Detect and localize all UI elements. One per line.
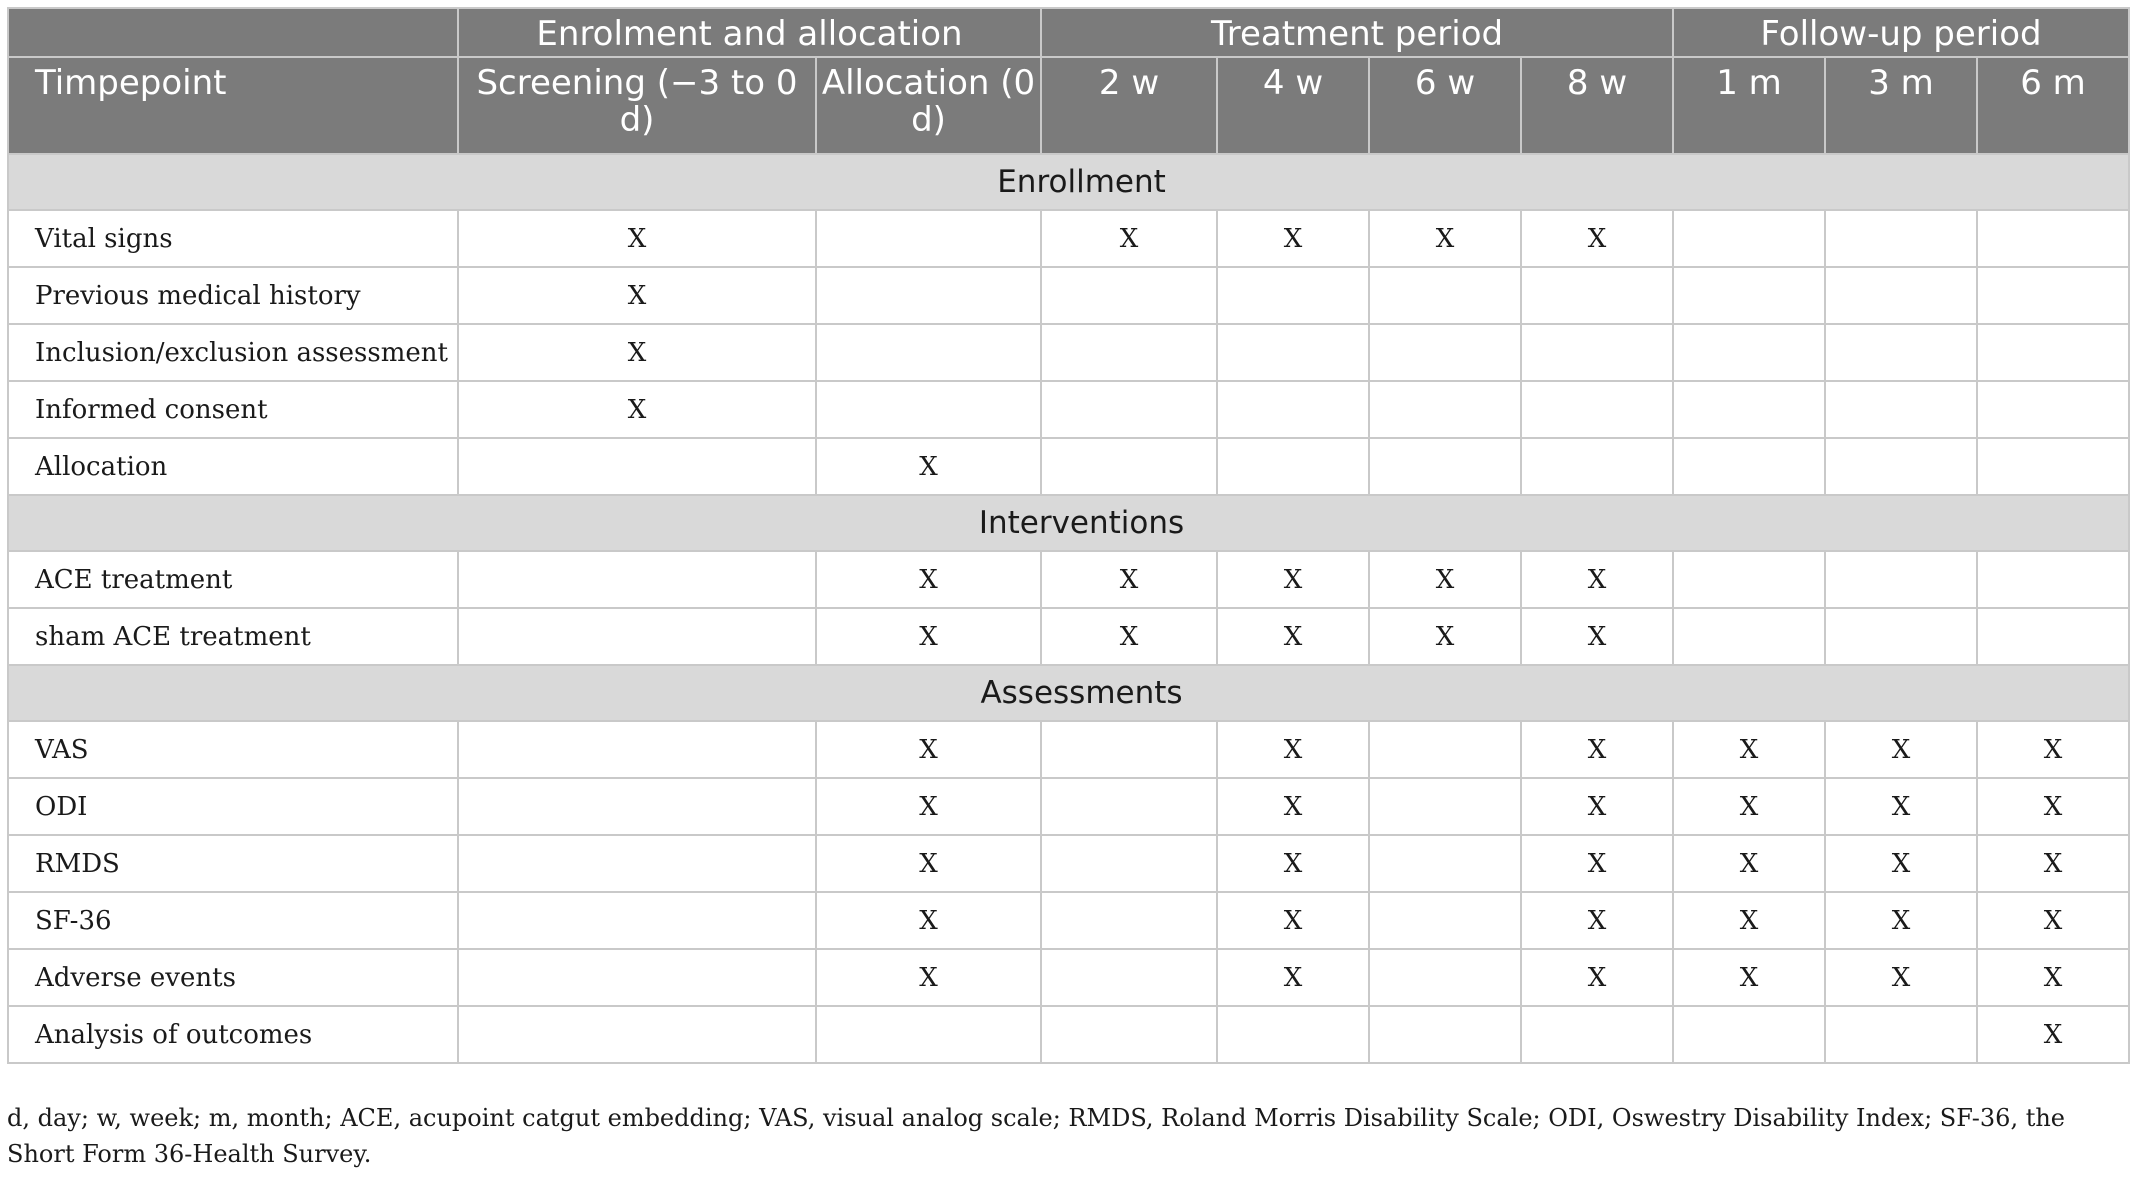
group-header-row <box>8 8 2129 57</box>
cell-3m: X <box>1825 835 1977 892</box>
header-screening: Screening (−3 to 0 d) <box>458 57 816 154</box>
cell-8w: X <box>1521 892 1673 949</box>
cell-screening <box>458 892 816 949</box>
cell-4w: X <box>1217 778 1369 835</box>
cell-6m <box>1977 381 2129 438</box>
cell-2w <box>1041 721 1217 778</box>
cell-2w <box>1041 438 1217 495</box>
cell-6m: X <box>1977 892 2129 949</box>
cell-4w <box>1217 267 1369 324</box>
cell-1m <box>1673 381 1825 438</box>
cell-4w: X <box>1217 721 1369 778</box>
cell-2w <box>1041 324 1217 381</box>
cell-6w <box>1369 892 1521 949</box>
cell-8w: X <box>1521 210 1673 267</box>
cell-3m: X <box>1825 892 1977 949</box>
cell-6m <box>1977 210 2129 267</box>
cell-2w <box>1041 949 1217 1006</box>
table-row <box>8 608 2129 665</box>
cell-screening <box>458 949 816 1006</box>
header-timepoint: Timpepoint <box>8 57 458 154</box>
row-label: ACE treatment <box>8 551 458 608</box>
cell-1m: X <box>1673 721 1825 778</box>
cell-8w <box>1521 1006 1673 1063</box>
row-label: VAS <box>8 721 458 778</box>
cell-allocation: X <box>816 949 1041 1006</box>
cell-3m <box>1825 608 1977 665</box>
cell-screening: X <box>458 324 816 381</box>
cell-4w <box>1217 324 1369 381</box>
cell-allocation: X <box>816 778 1041 835</box>
cell-6w: X <box>1369 210 1521 267</box>
header-2w: 2 w <box>1041 57 1217 154</box>
cell-allocation: X <box>816 721 1041 778</box>
cell-3m <box>1825 381 1977 438</box>
cell-6w <box>1369 949 1521 1006</box>
header-1m: 1 m <box>1673 57 1825 154</box>
cell-8w: X <box>1521 949 1673 1006</box>
cell-allocation <box>816 1006 1041 1063</box>
cell-2w <box>1041 892 1217 949</box>
cell-3m <box>1825 551 1977 608</box>
cell-2w <box>1041 778 1217 835</box>
cell-8w <box>1521 324 1673 381</box>
cell-screening <box>458 835 816 892</box>
cell-allocation: X <box>816 835 1041 892</box>
cell-screening <box>458 608 816 665</box>
cell-8w: X <box>1521 551 1673 608</box>
cell-1m <box>1673 324 1825 381</box>
cell-3m: X <box>1825 721 1977 778</box>
cell-1m <box>1673 1006 1825 1063</box>
row-label: Vital signs <box>8 210 458 267</box>
header-allocation: Allocation (0 d) <box>816 57 1041 154</box>
cell-6w <box>1369 1006 1521 1063</box>
cell-6m <box>1977 608 2129 665</box>
cell-3m <box>1825 438 1977 495</box>
cell-screening <box>458 551 816 608</box>
cell-screening <box>458 721 816 778</box>
timepoint-header-row <box>8 57 2129 154</box>
header-3m: 3 m <box>1825 57 1977 154</box>
cell-6m: X <box>1977 721 2129 778</box>
row-label: SF-36 <box>8 892 458 949</box>
cell-8w <box>1521 267 1673 324</box>
cell-1m <box>1673 608 1825 665</box>
table-row <box>8 324 2129 381</box>
cell-allocation <box>816 210 1041 267</box>
cell-2w: X <box>1041 210 1217 267</box>
cell-1m: X <box>1673 892 1825 949</box>
cell-1m <box>1673 438 1825 495</box>
table-row <box>8 892 2129 949</box>
row-label: Analysis of outcomes <box>8 1006 458 1063</box>
cell-6m: X <box>1977 778 2129 835</box>
cell-6w <box>1369 721 1521 778</box>
cell-6m <box>1977 324 2129 381</box>
cell-6w <box>1369 835 1521 892</box>
cell-4w: X <box>1217 892 1369 949</box>
cell-6w <box>1369 438 1521 495</box>
cell-allocation <box>816 267 1041 324</box>
section-row-assessments <box>8 665 2129 721</box>
cell-screening: X <box>458 210 816 267</box>
cell-3m <box>1825 324 1977 381</box>
cell-allocation <box>816 324 1041 381</box>
cell-allocation: X <box>816 551 1041 608</box>
row-label: Previous medical history <box>8 267 458 324</box>
cell-4w: X <box>1217 949 1369 1006</box>
cell-6w: X <box>1369 551 1521 608</box>
table-row <box>8 210 2129 267</box>
row-label: sham ACE treatment <box>8 608 458 665</box>
section-title-enrollment: Enrollment <box>8 154 2129 210</box>
cell-2w <box>1041 267 1217 324</box>
table-row <box>8 778 2129 835</box>
cell-3m: X <box>1825 949 1977 1006</box>
row-label: Adverse events <box>8 949 458 1006</box>
cell-1m <box>1673 267 1825 324</box>
cell-1m <box>1673 551 1825 608</box>
row-label: ODI <box>8 778 458 835</box>
cell-allocation: X <box>816 438 1041 495</box>
cell-allocation <box>816 381 1041 438</box>
table-row <box>8 438 2129 495</box>
cell-6m <box>1977 438 2129 495</box>
cell-2w <box>1041 1006 1217 1063</box>
cell-8w: X <box>1521 835 1673 892</box>
cell-4w <box>1217 438 1369 495</box>
cell-1m: X <box>1673 949 1825 1006</box>
section-title-interventions: Interventions <box>8 495 2129 551</box>
cell-2w: X <box>1041 608 1217 665</box>
cell-6w: X <box>1369 608 1521 665</box>
cell-4w: X <box>1217 210 1369 267</box>
cell-6m: X <box>1977 835 2129 892</box>
table-row <box>8 381 2129 438</box>
header-8w: 8 w <box>1521 57 1673 154</box>
cell-3m <box>1825 1006 1977 1063</box>
cell-3m <box>1825 210 1977 267</box>
cell-2w: X <box>1041 551 1217 608</box>
cell-6w <box>1369 778 1521 835</box>
cell-4w: X <box>1217 608 1369 665</box>
table-row <box>8 949 2129 1006</box>
group-header-treatment: Treatment period <box>1041 8 1673 57</box>
cell-screening <box>458 1006 816 1063</box>
row-label: Allocation <box>8 438 458 495</box>
header-6w: 6 w <box>1369 57 1521 154</box>
cell-1m: X <box>1673 778 1825 835</box>
section-title-assessments: Assessments <box>8 665 2129 721</box>
table-row <box>8 1006 2129 1063</box>
cell-screening <box>458 438 816 495</box>
cell-1m: X <box>1673 835 1825 892</box>
table-row <box>8 721 2129 778</box>
cell-6w <box>1369 267 1521 324</box>
cell-6w <box>1369 324 1521 381</box>
cell-8w: X <box>1521 721 1673 778</box>
row-label: Informed consent <box>8 381 458 438</box>
cell-8w: X <box>1521 778 1673 835</box>
cell-2w <box>1041 835 1217 892</box>
cell-6m: X <box>1977 1006 2129 1063</box>
header-4w: 4 w <box>1217 57 1369 154</box>
cell-3m <box>1825 267 1977 324</box>
cell-8w <box>1521 381 1673 438</box>
cell-6m <box>1977 267 2129 324</box>
table-row <box>8 835 2129 892</box>
schedule-table <box>7 7 2130 1064</box>
table-row <box>8 267 2129 324</box>
cell-allocation: X <box>816 608 1041 665</box>
cell-4w <box>1217 381 1369 438</box>
row-label: Inclusion/exclusion assessment <box>8 324 458 381</box>
cell-screening: X <box>458 381 816 438</box>
table-row <box>8 551 2129 608</box>
cell-2w <box>1041 381 1217 438</box>
cell-8w <box>1521 438 1673 495</box>
cell-screening: X <box>458 267 816 324</box>
cell-6m: X <box>1977 949 2129 1006</box>
cell-3m: X <box>1825 778 1977 835</box>
cell-screening <box>458 778 816 835</box>
table-footnote: d, day; w, week; m, month; ACE, acupoint catgut embedding; VAS, visual analog scale; RMDS, Roland Morris Disability Scale; ODI, Oswestry Disability Index; SF-36, the Short Form 36-Health Survey. <box>7 1104 2066 1168</box>
section-row-interventions <box>8 495 2129 551</box>
cell-allocation: X <box>816 892 1041 949</box>
header-6m: 6 m <box>1977 57 2129 154</box>
row-label: RMDS <box>8 835 458 892</box>
cell-4w <box>1217 1006 1369 1063</box>
section-row-enrollment <box>8 154 2129 210</box>
cell-8w: X <box>1521 608 1673 665</box>
group-header-followup: Follow-up period <box>1673 8 2129 57</box>
group-header-empty <box>8 8 458 57</box>
cell-1m <box>1673 210 1825 267</box>
group-header-enrolment: Enrolment and allocation <box>458 8 1041 57</box>
cell-4w: X <box>1217 835 1369 892</box>
cell-6w <box>1369 381 1521 438</box>
cell-6m <box>1977 551 2129 608</box>
cell-4w: X <box>1217 551 1369 608</box>
